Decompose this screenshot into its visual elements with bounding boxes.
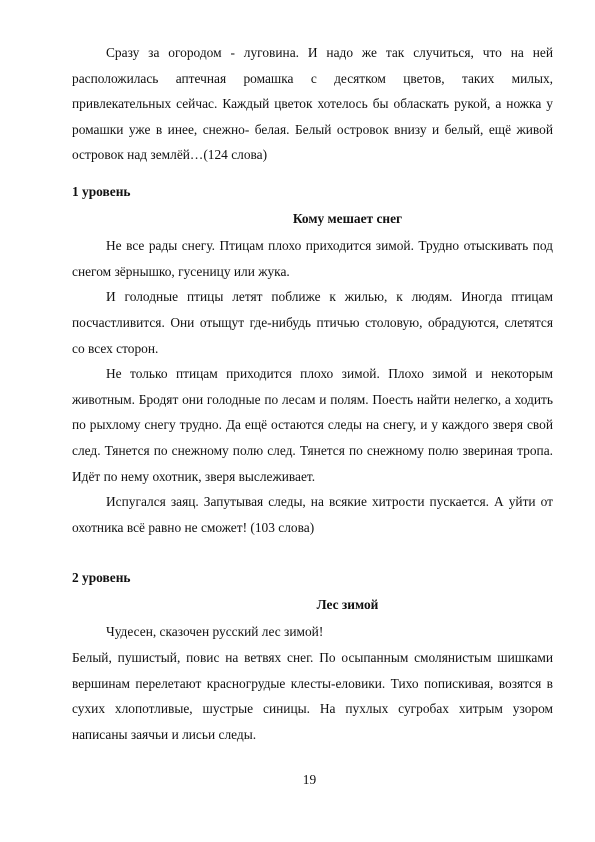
level-1-title: Кому мешает снег	[292, 210, 403, 226]
level-1-paragraph: Не только птицам приходится плохо зимой. Плохо зимой и некоторым животным. Бродят они голодные по лесам и полям. Поесть найти нелегко, а ходить по рыхлому снегу трудно. Да ещё остаются следы на снегу, и у каждого зверя свой след. Тянется по снежному полю след. Тянется по снежному полю звериная тропа. Идёт по нему охотник, зверя выслеживает.	[72, 366, 553, 484]
level-2-paragraph: Белый, пушистый, повис на ветвях снег. По осыпанным смолянистым шишками вершинам перелетают красногрудые клесты-еловики. Тихо попискивая, возятся в сухих хлопотливые, шустрые синицы. На пухлых сугробах хитрым узором написаны заячьи и лисьи следы.	[72, 650, 553, 742]
page-content	[72, 40, 553, 747]
level-1-paragraph: Испугался заяц. Запутывая следы, на всякие хитрости пускается. А уйти от охотника всё равно не сможет! (103 слова)	[72, 494, 553, 535]
level-1-heading: 1 уровень	[72, 183, 131, 199]
level-2-title: Лес зимой	[316, 596, 379, 612]
intro-paragraph: Сразу за огородом - луговина. И надо же так случиться, что на ней расположилась аптечная ромашка с десятком цветов, таких милых, привлекательных сейчас. Каждый цветок хотелось бы обласкать рукой, а ножка у ромашки уже в инее, снежно- белая. Белый островок внизу и белый, ещё живой островок над землёй…(124 слова)	[72, 45, 553, 163]
level-2-heading: 2 уровень	[72, 570, 131, 586]
page-number: 19	[302, 772, 317, 787]
level-2-paragraph: Чудесен, сказочен русский лес зимой!	[106, 624, 324, 640]
level-1-paragraph: И голодные птицы летят поближе к жилью, к людям. Иногда птицам посчастливится. Они отыщут где-нибудь птичью столовую, обрадуются, слетятся со всех сторон.	[72, 289, 553, 356]
level-1-paragraph: Не все рады снегу. Птицам плохо приходится зимой. Трудно отыскивать под снегом зёрнышко, гусеницу или жука.	[72, 238, 553, 279]
